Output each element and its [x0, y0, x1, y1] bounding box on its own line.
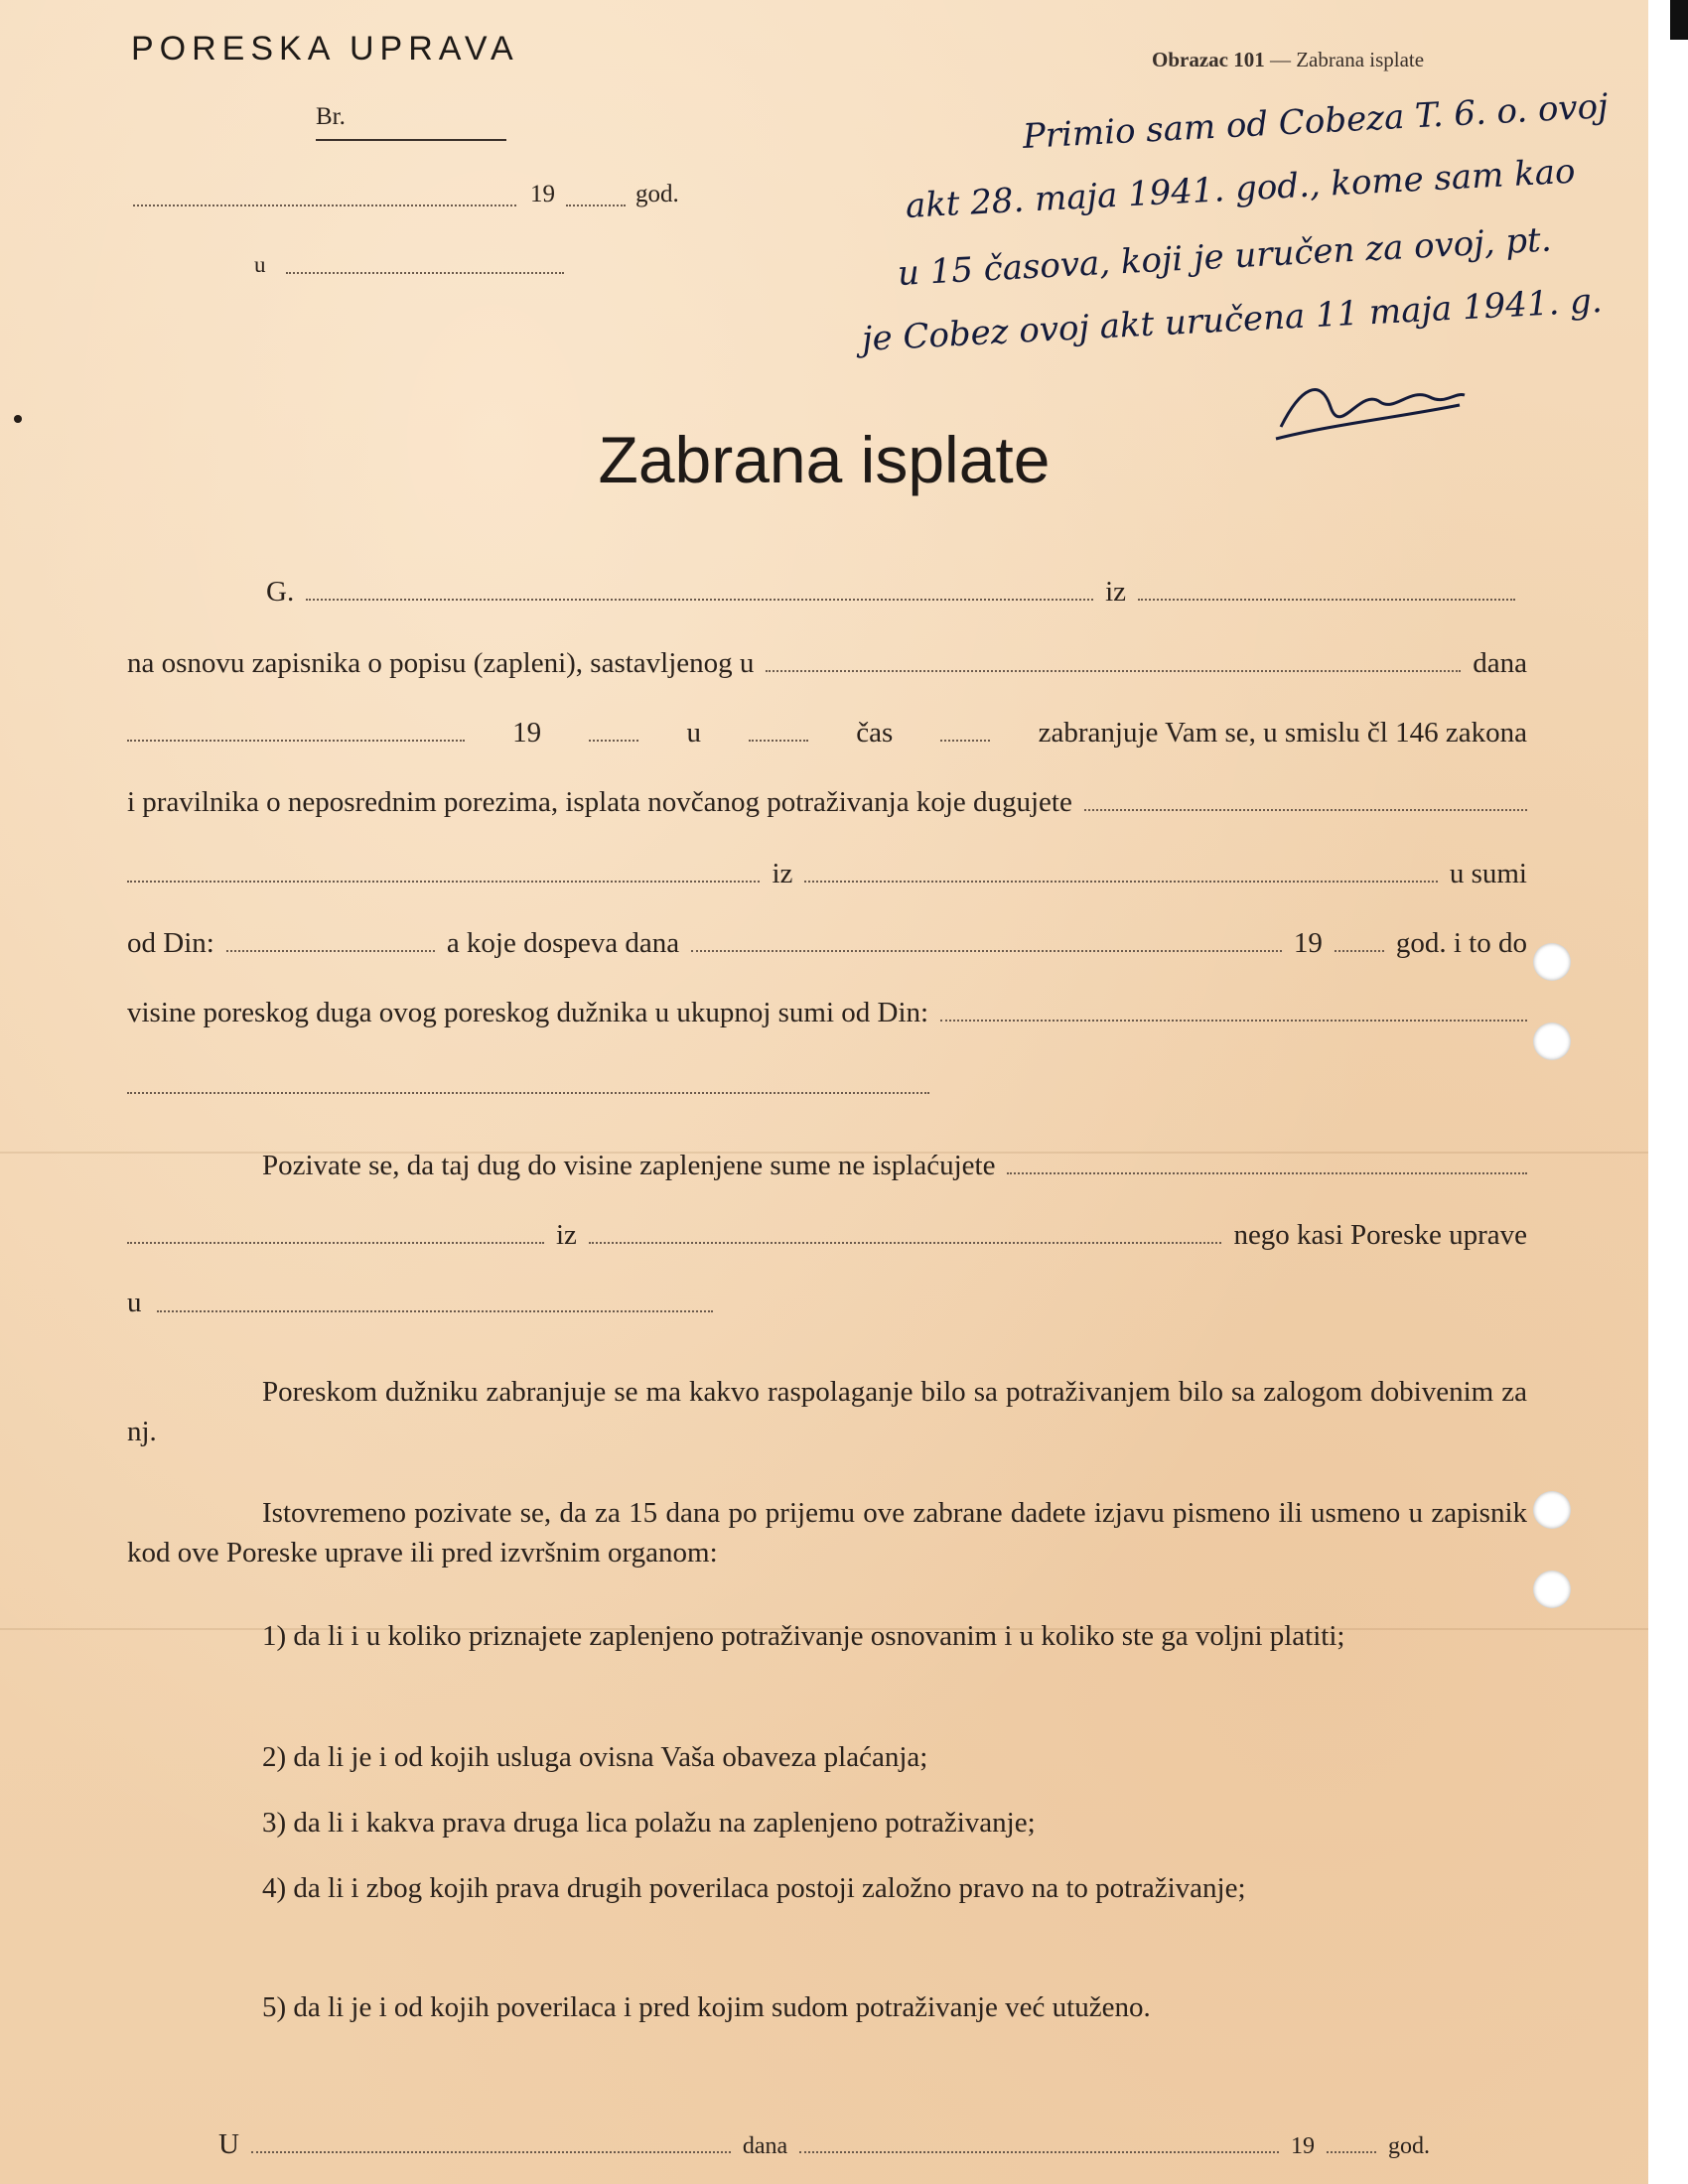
line-total	[127, 993, 1527, 1032]
from-blank-2	[804, 855, 1437, 883]
hour-blank	[749, 714, 808, 742]
scan-margin	[1648, 0, 1688, 2184]
place-blank	[286, 272, 564, 274]
punch-hole	[1533, 1491, 1571, 1529]
list-item: 3) da li i kakva prava druga lica polažu na zaplenjeno potraživanje;	[262, 1807, 1036, 1839]
year-suffix: god.	[635, 181, 679, 207]
prohibition-text: zabranjuje Vam se, u smislu čl 146 zakona	[1038, 717, 1527, 749]
date-label: dana	[1473, 647, 1527, 679]
from-blank	[1138, 573, 1515, 601]
footer-place-label: U	[218, 2128, 239, 2160]
payee-blank	[1007, 1147, 1527, 1174]
basis-place-blank	[766, 644, 1461, 672]
line-regulation	[127, 782, 1527, 822]
handwritten-line: u 15 časova, koji je uručen za ovoj, pt.	[896, 219, 1553, 294]
hour-label: čas	[856, 717, 894, 749]
line-amount	[127, 923, 1527, 963]
office-name: PORESKA UPRAVA	[131, 30, 519, 68]
minute-blank	[940, 714, 990, 742]
line-addressee	[127, 572, 1527, 612]
sum-label: u sumi	[1449, 858, 1527, 889]
page-title: Zabrana isplate	[598, 423, 1051, 496]
payee-blank-2	[127, 1216, 544, 1244]
summons-text: Pozivate se, da taj dug do visine zaplenjene sume ne isplaćujete	[262, 1150, 996, 1181]
cashier-text: nego kasi Poreske uprave	[1233, 1219, 1527, 1251]
handwritten-line: Primio sam od Cobeza T. 6. o. ovoj	[1021, 86, 1610, 157]
from-label-3: iz	[556, 1219, 577, 1251]
date-blank	[133, 205, 516, 206]
office-place-blank	[157, 1310, 713, 1312]
punch-hole	[1533, 1023, 1571, 1060]
place-label: u	[127, 1287, 142, 1318]
form-name: Zabrana isplate	[1296, 48, 1425, 71]
line-cashier	[127, 1215, 1527, 1255]
line-summons	[127, 1146, 1527, 1185]
line-sum	[127, 854, 1527, 893]
place-prefix: u	[254, 252, 266, 277]
year-prefix-2: 19	[512, 717, 542, 749]
basis-text: na osnovu zapisnika o popisu (zapleni), sastavljenog u	[127, 647, 755, 679]
footer-year-suffix: god.	[1388, 2133, 1431, 2159]
footer-date-label: dana	[742, 2133, 788, 2159]
year-blank-3	[1335, 924, 1384, 952]
from-label: iz	[1105, 576, 1126, 608]
punch-hole	[1533, 1570, 1571, 1608]
footer-place-blank	[251, 2125, 731, 2153]
form-dash: —	[1269, 48, 1291, 71]
addressee-label: G.	[266, 576, 295, 608]
line-basis	[127, 643, 1527, 683]
paragraph-prohibition: Poreskom dužniku zabranjuje se ma kakvo raspolaganje bilo sa potraživanjem bilo sa zalogom dobivenim za nj.	[127, 1376, 1527, 1447]
line-time	[127, 713, 1527, 752]
footer-date-blank	[799, 2125, 1279, 2153]
total-text: visine poreskog duga ovog poreskog dužnika u ukupnoj sumi od Din:	[127, 997, 929, 1028]
from-blank-3	[589, 1216, 1222, 1244]
at-label: u	[686, 717, 701, 749]
form-number: Obrazac 101	[1152, 48, 1265, 71]
regulation-text: i pravilnika o neposrednim porezima, isplata novčanog potraživanja koje dugujete	[127, 786, 1072, 818]
amount-blank	[226, 924, 435, 952]
year-blank-2	[589, 714, 638, 742]
handwritten-line: je Cobez ovoj akt uručena 11 maja 1941. g.	[860, 280, 1604, 359]
br-underline	[316, 139, 506, 141]
list-item: 2) da li je i od kojih usluga ovisna Vaša obaveza plaćanja;	[262, 1741, 928, 1773]
list-item: 4) da li i zbog kojih prava drugih poverilaca postoji založno pravo na to potraživanje;	[262, 1872, 1246, 1904]
day-blank	[127, 714, 465, 742]
creditor-blank	[127, 855, 760, 883]
list-item: 5) da li je i od kojih poverilaca i pred kojim sudom potraživanje već utuženo.	[262, 1991, 1151, 2023]
handwritten-line: akt 28. maja 1941. god., kome sam kao	[904, 151, 1577, 226]
ink-dot	[14, 415, 22, 423]
scan-corner	[1670, 0, 1688, 40]
debtor-blank	[1084, 783, 1527, 811]
amount-label: od Din:	[127, 927, 214, 959]
due-label: a koje dospeva dana	[446, 927, 680, 959]
total-blank	[940, 994, 1527, 1022]
total-blank-2	[127, 1092, 929, 1094]
line-footer	[218, 2124, 1430, 2166]
br-label: Br.	[316, 103, 346, 130]
footer-year-prefix: 19	[1291, 2133, 1316, 2159]
paragraph-summons: Istovremeno pozivate se, da za 15 dana po prijemu ove zabrane dadete izjavu pismeno ili usmeno u zapisnik kod ove Poreske uprave ili pred izvršnim organom:	[127, 1497, 1527, 1569]
up-to-text: god. i to do	[1395, 927, 1527, 959]
due-date-blank	[691, 924, 1282, 952]
list-item: 1) da li i u koliko priznajete zaplenjeno potraživanje osnovanim i u koliko ste ga voljni platiti;	[262, 1620, 1345, 1652]
year-prefix: 19	[530, 181, 555, 207]
footer-year-blank	[1327, 2125, 1376, 2153]
year-prefix-3: 19	[1293, 927, 1323, 959]
addressee-blank	[306, 573, 1093, 601]
year-blank	[566, 205, 626, 206]
form-number-label	[1152, 48, 1424, 72]
from-label-2: iz	[772, 858, 793, 889]
punch-hole	[1533, 943, 1571, 981]
